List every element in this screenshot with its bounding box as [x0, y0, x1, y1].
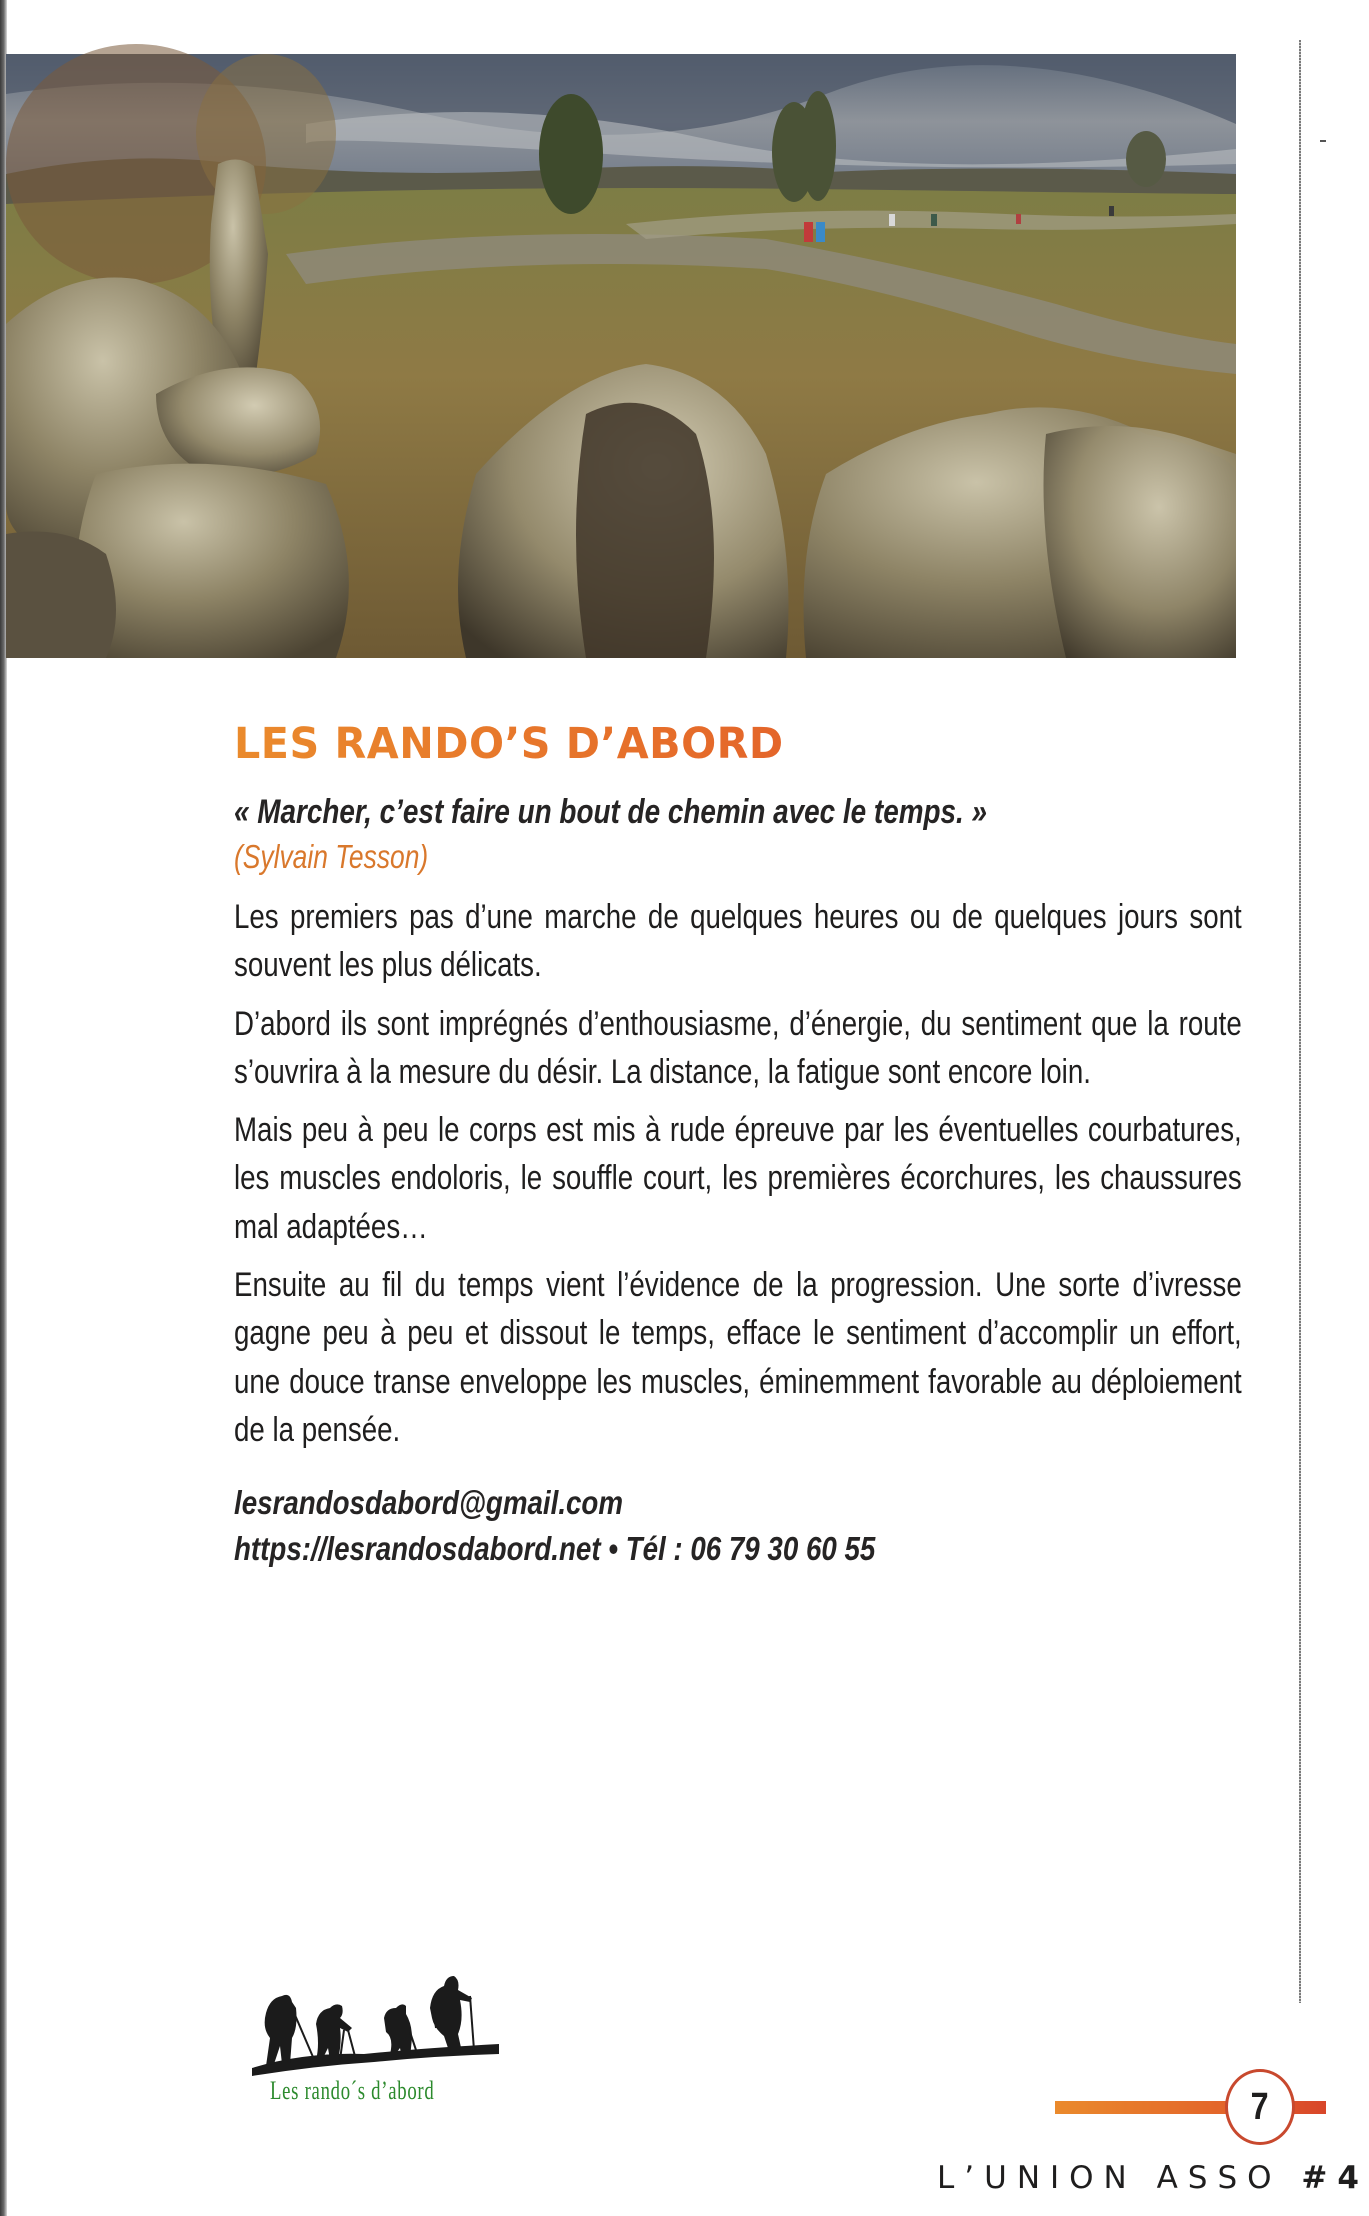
association-logo	[244, 1968, 504, 2118]
header-photo	[6, 54, 1236, 658]
paragraph: Les premiers pas d’une marche de quelques heures ou de quelques jours sont souvent les plus délicats.	[234, 898, 1242, 985]
paragraph: Mais peu à peu le corps est mis à rude épreuve par les éventuelles courbatures, les muscles endoloris, le souffle court, les premières écorchures, les chaussures mal adaptées…	[234, 1111, 1242, 1246]
photographer-shadow	[576, 403, 714, 658]
epigraph-author: (Sylvain Tesson)	[234, 838, 429, 875]
phone-label: Tél :	[625, 1530, 691, 1568]
logo-text: Les rando´s d’abord	[270, 2076, 435, 2105]
contact-separator: •	[600, 1530, 626, 1568]
phone-number[interactable]: 06 79 30 60 55	[690, 1530, 876, 1568]
email-link[interactable]: lesrandosdabord@gmail.com	[234, 1484, 624, 1522]
issue-number: #4	[1301, 2160, 1369, 2196]
tree	[539, 94, 603, 214]
article-title: LES RANDO’S D’ABORD	[234, 714, 1202, 774]
website-link[interactable]: https://lesrandosdabord.net	[234, 1530, 601, 1568]
paragraph: Ensuite au fil du temps vient l’évidence de la progression. Une sorte d’ivresse gagne peu à peu et dissout le temps, efface le sentiment d’accomplir un effort, une douce transe enveloppe les muscles, éminemment favorable au déploiement de la pensée.	[234, 1266, 1242, 1449]
article-body	[234, 893, 1242, 1454]
margin-rule	[1299, 40, 1301, 2003]
paragraph: D’abord ils sont imprégnés d’enthousiasme, d’énergie, du sentiment que la route s’ouvrira à la mesure du désir. La distance, la fatigue sont encore loin.	[234, 1004, 1242, 1091]
article	[234, 714, 1242, 1572]
epigraph-quote: « Marcher, c’est faire un bout de chemin avec le temps. »	[234, 793, 988, 831]
contact-block	[234, 1480, 1081, 1572]
hikers-silhouette-icon	[244, 1968, 504, 2078]
page-number-badge	[1225, 2069, 1295, 2145]
landscape-illustration	[6, 54, 1236, 658]
magazine-title: L’UNION ASSO	[937, 2160, 1302, 2196]
margin-tick	[1320, 140, 1326, 142]
page-number: 7	[1251, 2085, 1269, 2128]
magazine-name	[937, 2160, 1369, 2196]
